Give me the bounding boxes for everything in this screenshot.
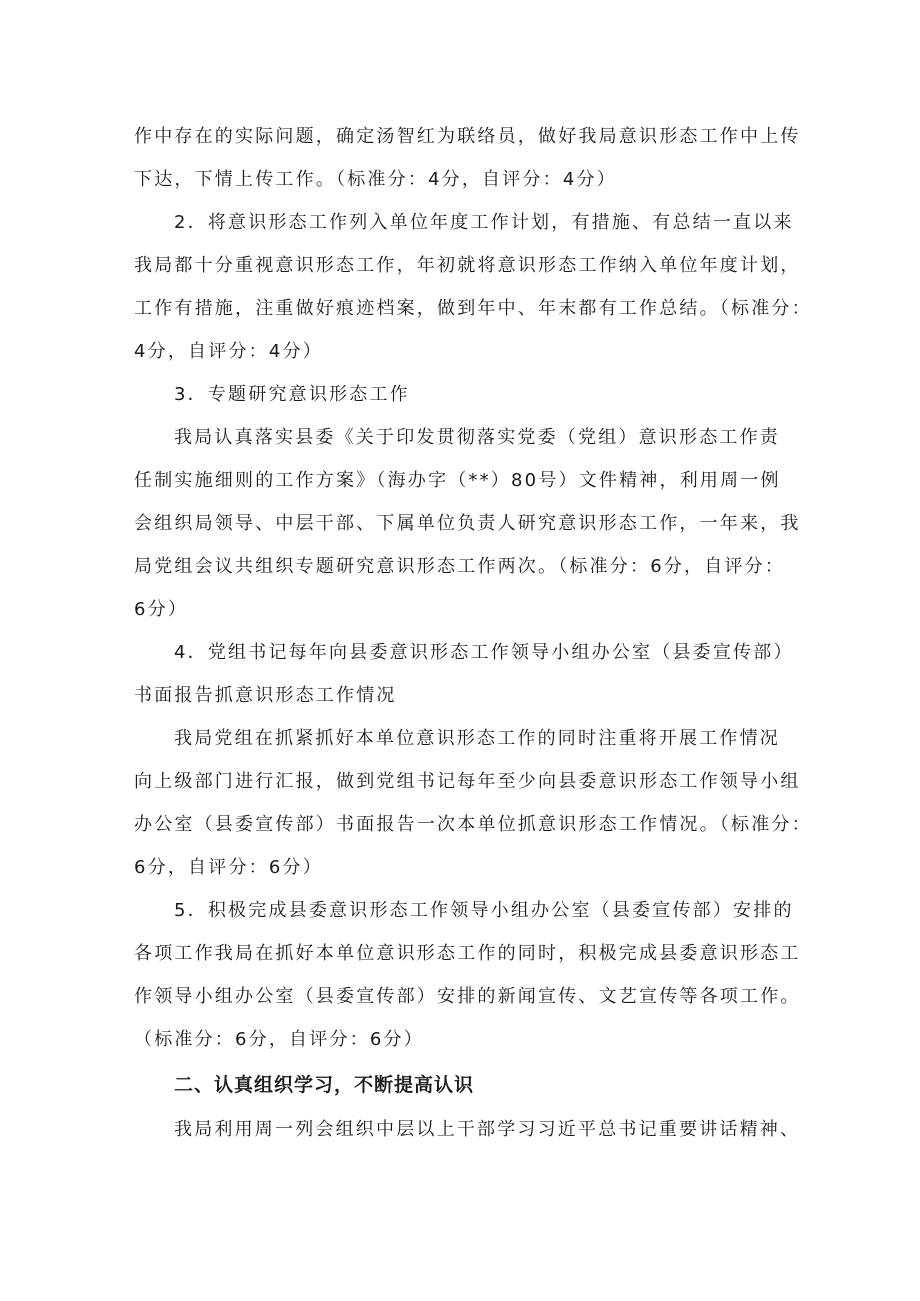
- paragraph-line: 4分，自评分：4分）: [134, 341, 323, 362]
- paragraph-line: 向上级部门进行汇报，做到党组书记每年至少向县委意识形态工作领导小组: [134, 771, 801, 792]
- paragraph-line: 会组织局领导、中层干部、下属单位负责人研究意识形态工作，一年来，我: [134, 513, 801, 534]
- paragraph-line: 我局党组在抓紧抓好本单位意识形态工作的同时注重将开展工作情况: [174, 728, 780, 749]
- paragraph-line: 作领导小组办公室（县委宣传部）安排的新闻宣传、文艺宣传等各项工作。: [134, 986, 801, 1007]
- paragraph-line: 作中存在的实际问题，确定汤智红为联络员，做好我局意识形态工作中上传: [134, 126, 801, 147]
- section-heading: 二、认真组织学习，不断提高认识: [174, 1074, 475, 1096]
- paragraph-line: 任制实施细则的工作方案》（海办字（**）80号）文件精神，利用周一例: [134, 470, 781, 491]
- paragraph-line: 6分，自评分：6分）: [134, 857, 323, 878]
- paragraph-line: 我局都十分重视意识形态工作，年初就将意识形态工作纳入单位年度计划，: [134, 255, 801, 276]
- paragraph-line: 工作有措施，注重做好痕迹档案，做到年中、年末都有工作总结。（标准分：: [134, 298, 812, 319]
- numbered-item-4-title: 4．党组书记每年向县委意识形态工作领导小组办公室（县委宣传部）: [174, 642, 794, 663]
- numbered-item-2-title: 2．将意识形态工作列入单位年度工作计划，有措施、有总结一直以来: [174, 212, 794, 233]
- numbered-item-5-title: 5．积极完成县委意识形态工作领导小组办公室（县委宣传部）安排的: [174, 900, 794, 921]
- paragraph-line: 我局认真落实县委《关于印发贯彻落实党委（党组）意识形态工作责: [174, 427, 780, 448]
- paragraph-line: 各项工作我局在抓好本单位意识形态工作的同时，积极完成县委意识形态工: [134, 943, 801, 964]
- paragraph-line: 6分）: [134, 599, 189, 620]
- paragraph-line: 办公室（县委宣传部）书面报告一次本单位抓意识形态工作情况。（标准分：: [134, 814, 812, 835]
- paragraph-line: 局党组会议共组织专题研究意识形态工作两次。（标准分：6分，自评分：: [134, 556, 786, 577]
- paragraph-line: 我局利用周一列会组织中层以上干部学习习近平总书记重要讲话精神、: [174, 1119, 801, 1140]
- numbered-item-3-title: 3．专题研究意识形态工作: [174, 384, 410, 405]
- numbered-item-4-title-cont: 书面报告抓意识形态工作情况: [134, 685, 397, 706]
- paragraph-line: 下达，下情上传工作。（标准分：4分，自评分：4分）: [134, 169, 617, 190]
- paragraph-line: （标准分：6分，自评分：6分）: [134, 1029, 424, 1050]
